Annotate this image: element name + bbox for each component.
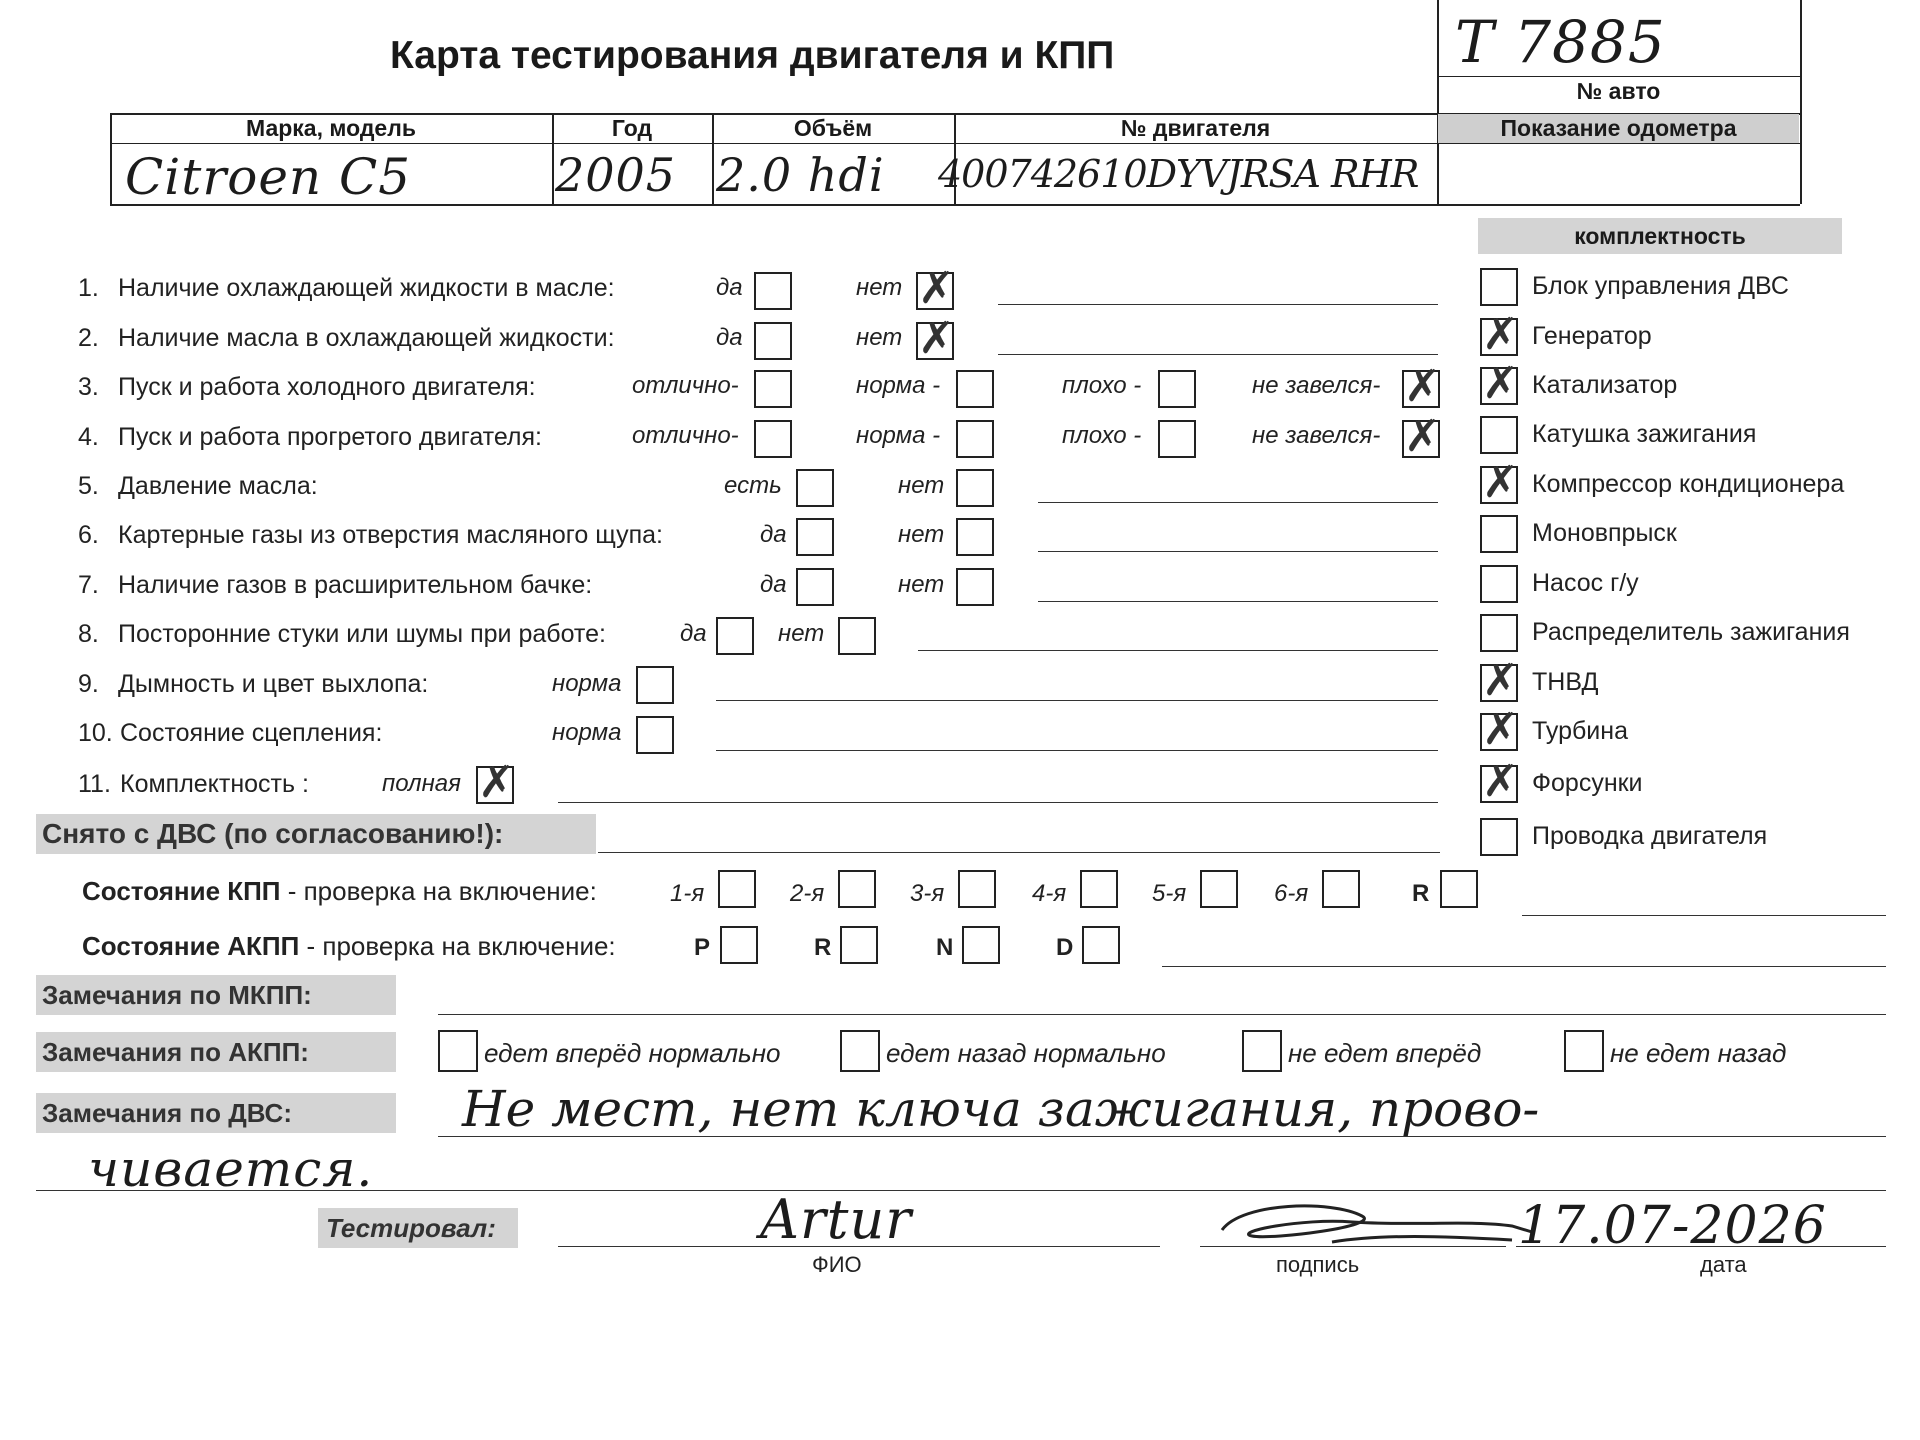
q1-net-checkbox[interactable] bbox=[916, 263, 955, 314]
q11-comment-line bbox=[558, 802, 1438, 803]
col-header-year: Год bbox=[611, 115, 653, 141]
komplekt-label-8: ТНВД bbox=[1532, 668, 1599, 696]
akpp-remark-checkbox-2[interactable] bbox=[1242, 1030, 1282, 1072]
page-title: Карта тестирования двигателя и КПП bbox=[390, 34, 1115, 77]
q11-full-checkbox[interactable] bbox=[476, 757, 515, 808]
checkbox-mark: ✗ bbox=[918, 313, 955, 364]
question-number-9: 9. bbox=[78, 670, 99, 698]
komplekt-checkbox-9[interactable] bbox=[1480, 704, 1519, 755]
komplekt-label-6: Насос г/у bbox=[1532, 569, 1639, 597]
q10-normal-label: норма bbox=[552, 719, 622, 746]
question-number-8: 8. bbox=[78, 620, 99, 648]
remarks-dvs-text-1[interactable]: Не мест, нет ключа зажигания, прово- bbox=[462, 1080, 1540, 1138]
q1-net-label: нет bbox=[856, 274, 903, 301]
q2-net-checkbox[interactable] bbox=[916, 313, 955, 364]
remarks-dvs-label: Замечания по ДВС: bbox=[36, 1093, 396, 1133]
kpp-gear-label-6: R bbox=[1412, 880, 1430, 907]
akpp-mode-checkbox-1[interactable] bbox=[840, 926, 878, 964]
q2-net-label: нет bbox=[856, 324, 903, 351]
komplekt-label-10: Форсунки bbox=[1532, 769, 1643, 797]
cell-model[interactable]: Citroen C5 bbox=[125, 148, 412, 206]
car-number-value[interactable]: Т 7885 bbox=[1455, 8, 1666, 76]
kpp-gear-label-2: 3-я bbox=[910, 880, 945, 907]
q4-excellent-label: отлично- bbox=[632, 422, 739, 449]
q5-comment-line bbox=[1038, 502, 1438, 503]
question-label-2: Наличие масла в охлаждающей жидкости: bbox=[118, 324, 615, 352]
akpp-mode-checkbox-0[interactable] bbox=[720, 926, 758, 964]
q3-normal-label: норма - bbox=[856, 372, 941, 399]
akpp-label: Состояние АКПП - проверка на включение: bbox=[82, 931, 616, 961]
question-number-11: 11. bbox=[78, 770, 111, 798]
akpp-mode-label-2: N bbox=[936, 934, 954, 961]
tested-date-caption: дата bbox=[1700, 1252, 1747, 1277]
q4-bad-label: плохо - bbox=[1062, 422, 1142, 449]
komplekt-checkbox-3[interactable] bbox=[1480, 416, 1518, 454]
q7-yes-checkbox[interactable] bbox=[796, 568, 834, 606]
cell-year[interactable]: 2005 bbox=[555, 148, 677, 202]
q7-yes-label: да bbox=[760, 571, 787, 598]
akpp-remark-label-2: не едет вперёд bbox=[1288, 1038, 1482, 1068]
col-header-model: Марка, модель bbox=[246, 115, 416, 141]
question-label-1: Наличие охлаждающей жидкости в масле: bbox=[118, 274, 615, 302]
q4-excellent-checkbox[interactable] bbox=[754, 420, 792, 458]
cell-volume[interactable]: 2.0 hdi bbox=[716, 148, 885, 202]
kpp-gear-checkbox-6[interactable] bbox=[1440, 870, 1478, 908]
kpp-gear-label-0: 1-я bbox=[670, 880, 705, 907]
question-number-7: 7. bbox=[78, 571, 99, 599]
remarks-mkpp-line bbox=[438, 1014, 1886, 1015]
komplekt-checkbox-5[interactable] bbox=[1480, 515, 1518, 553]
tested-fio-caption: ФИО bbox=[812, 1252, 862, 1277]
q8-no-checkbox[interactable] bbox=[838, 617, 876, 655]
question-label-8: Посторонние стуки или шумы при работе: bbox=[118, 620, 606, 648]
komplekt-label-4: Компрессор кондиционера bbox=[1532, 470, 1845, 498]
q6-comment-line bbox=[1038, 551, 1438, 552]
question-label-4: Пуск и работа прогретого двигателя: bbox=[118, 423, 542, 451]
col-header-engine-no: № двигателя bbox=[1120, 115, 1271, 141]
q8-comment-line bbox=[918, 650, 1438, 651]
q9-normal-label: норма bbox=[552, 670, 622, 697]
kpp-gear-checkbox-0[interactable] bbox=[718, 870, 756, 908]
q3-excellent-label: отлично- bbox=[632, 372, 739, 399]
q3-bad-label: плохо - bbox=[1062, 372, 1142, 399]
komplekt-label-2: Катализатор bbox=[1532, 371, 1678, 399]
akpp-mode-checkbox-3[interactable] bbox=[1082, 926, 1120, 964]
komplekt-checkbox-0[interactable] bbox=[1480, 268, 1518, 306]
cell-engine-no[interactable]: 400742610DYVJRSA RHR bbox=[938, 152, 1419, 196]
kpp-gear-checkbox-4[interactable] bbox=[1200, 870, 1238, 908]
komplekt-label-7: Распределитель зажигания bbox=[1532, 618, 1850, 646]
q4-not-started-label: не завелся- bbox=[1252, 422, 1381, 449]
q9-normal-checkbox[interactable] bbox=[636, 666, 674, 704]
q3-excellent-checkbox[interactable] bbox=[754, 370, 792, 408]
akpp-remark-label-3: не едет назад bbox=[1610, 1038, 1787, 1068]
q8-no-label: нет bbox=[778, 620, 825, 647]
removed-from-engine-line bbox=[598, 852, 1440, 853]
q9-comment-line bbox=[716, 700, 1438, 701]
akpp-mode-label-3: D bbox=[1056, 934, 1074, 961]
q5-yes-checkbox[interactable] bbox=[796, 469, 834, 507]
tested-signature[interactable] bbox=[1212, 1192, 1542, 1262]
kpp-gear-label-1: 2-я bbox=[790, 880, 825, 907]
kpp-gear-label-5: 6-я bbox=[1274, 880, 1309, 907]
checkbox-mark: ✗ bbox=[918, 263, 955, 314]
question-number-3: 3. bbox=[78, 373, 99, 401]
q11-full-label: полная bbox=[382, 770, 461, 797]
question-number-4: 4. bbox=[78, 423, 99, 451]
car-number-underline bbox=[1437, 76, 1800, 77]
q7-no-checkbox[interactable] bbox=[956, 568, 994, 606]
checkbox-mark: ✗ bbox=[1482, 358, 1519, 409]
akpp-mode-label-0: P bbox=[694, 934, 711, 961]
q1-da-label: да bbox=[716, 274, 743, 301]
komplekt-checkbox-8[interactable] bbox=[1480, 655, 1519, 706]
question-label-11: Комплектность : bbox=[120, 770, 309, 798]
q1-da-checkbox[interactable] bbox=[754, 272, 792, 310]
q4-normal-checkbox[interactable] bbox=[956, 420, 994, 458]
q3-not-started-checkbox[interactable] bbox=[1402, 361, 1441, 412]
tested-date-value[interactable]: 17.07-2026 bbox=[1518, 1196, 1827, 1256]
tested-date-line bbox=[1516, 1246, 1886, 1247]
remarks-akpp-label: Замечания по АКПП: bbox=[36, 1032, 396, 1072]
q10-comment-line bbox=[716, 750, 1438, 751]
komplekt-label-3: Катушка зажигания bbox=[1532, 420, 1757, 448]
question-number-2: 2. bbox=[78, 324, 99, 352]
q8-yes-label: да bbox=[680, 620, 707, 647]
question-number-10: 10. bbox=[78, 719, 113, 747]
komplekt-title: комплектность bbox=[1478, 218, 1842, 254]
akpp-mode-checkbox-2[interactable] bbox=[962, 926, 1000, 964]
remarks-dvs-line-1 bbox=[438, 1136, 1886, 1137]
q10-normal-checkbox[interactable] bbox=[636, 716, 674, 754]
komplekt-label-5: Моновпрыск bbox=[1532, 519, 1677, 547]
remarks-dvs-line-2 bbox=[36, 1190, 1886, 1191]
car-number-box-right bbox=[1800, 0, 1802, 113]
col-header-volume: Объём bbox=[793, 115, 873, 141]
q4-normal-label: норма - bbox=[856, 422, 941, 449]
q6-yes-label: да bbox=[760, 521, 787, 548]
kpp-gear-checkbox-2[interactable] bbox=[958, 870, 996, 908]
komplekt-checkbox-10[interactable] bbox=[1480, 756, 1519, 807]
question-label-7: Наличие газов в расширительном бачке: bbox=[118, 571, 593, 599]
removed-from-engine-label: Снято с ДВС (по согласованию!): bbox=[36, 814, 596, 854]
kpp-gear-label-4: 5-я bbox=[1152, 880, 1187, 907]
tested-sign-caption: подпись bbox=[1276, 1252, 1360, 1277]
kpp-gear-label-3: 4-я bbox=[1032, 880, 1067, 907]
q2-comment-line bbox=[998, 354, 1438, 355]
komplekt-checkbox-11[interactable] bbox=[1480, 818, 1518, 856]
q6-no-checkbox[interactable] bbox=[956, 518, 994, 556]
komplekt-checkbox-1[interactable] bbox=[1480, 309, 1519, 360]
tested-sign-line bbox=[1200, 1246, 1506, 1247]
q4-bad-checkbox[interactable] bbox=[1158, 420, 1196, 458]
komplekt-label-0: Блок управления ДВС bbox=[1532, 272, 1789, 300]
checkbox-mark: ✗ bbox=[478, 757, 515, 808]
komplekt-label-1: Генератор bbox=[1532, 322, 1652, 350]
akpp-remark-checkbox-1[interactable] bbox=[840, 1030, 880, 1072]
akpp-line bbox=[1162, 966, 1886, 967]
akpp-remark-checkbox-3[interactable] bbox=[1564, 1030, 1604, 1072]
checkbox-mark: ✗ bbox=[1482, 309, 1519, 360]
car-number-label: № авто bbox=[1576, 78, 1661, 104]
q4-not-started-checkbox[interactable] bbox=[1402, 411, 1441, 462]
q6-yes-checkbox[interactable] bbox=[796, 518, 834, 556]
komplekt-label-9: Турбина bbox=[1532, 717, 1628, 745]
komplekt-checkbox-7[interactable] bbox=[1480, 614, 1518, 652]
checkbox-mark: ✗ bbox=[1404, 361, 1441, 412]
q8-yes-checkbox[interactable] bbox=[716, 617, 754, 655]
checkbox-mark: ✗ bbox=[1482, 655, 1519, 706]
q5-yes-label: есть bbox=[724, 472, 782, 499]
kpp-line bbox=[1522, 915, 1886, 916]
question-label-6: Картерные газы из отверстия масляного щупа: bbox=[118, 521, 663, 549]
q5-no-label: нет bbox=[898, 472, 945, 499]
q5-no-checkbox[interactable] bbox=[956, 469, 994, 507]
komplekt-checkbox-4[interactable] bbox=[1480, 457, 1519, 508]
q1-comment-line bbox=[998, 304, 1438, 305]
question-number-1: 1. bbox=[78, 274, 99, 302]
col-header-odometer: Показание одометра bbox=[1500, 115, 1737, 141]
tested-fio-line bbox=[558, 1246, 1160, 1247]
kpp-gear-checkbox-5[interactable] bbox=[1322, 870, 1360, 908]
q7-comment-line bbox=[1038, 601, 1438, 602]
checkbox-mark: ✗ bbox=[1404, 411, 1441, 462]
question-label-3: Пуск и работа холодного двигателя: bbox=[118, 373, 536, 401]
kpp-gear-checkbox-1[interactable] bbox=[838, 870, 876, 908]
komplekt-checkbox-6[interactable] bbox=[1480, 565, 1518, 603]
checkbox-mark: ✗ bbox=[1482, 457, 1519, 508]
komplekt-label-11: Проводка двигателя bbox=[1532, 822, 1768, 850]
akpp-remark-label-0: едет вперёд нормально bbox=[484, 1038, 781, 1068]
question-label-9: Дымность и цвет выхлопа: bbox=[118, 670, 429, 698]
tested-label: Тестировал: bbox=[318, 1208, 518, 1248]
q6-no-label: нет bbox=[898, 521, 945, 548]
q2-da-checkbox[interactable] bbox=[754, 322, 792, 360]
kpp-label: Состояние КПП - проверка на включение: bbox=[82, 876, 597, 906]
q3-bad-checkbox[interactable] bbox=[1158, 370, 1196, 408]
remarks-mkpp-label: Замечания по МКПП: bbox=[36, 975, 396, 1015]
akpp-remark-checkbox-0[interactable] bbox=[438, 1030, 478, 1072]
question-number-6: 6. bbox=[78, 521, 99, 549]
question-number-5: 5. bbox=[78, 472, 99, 500]
akpp-remark-label-1: едет назад нормально bbox=[886, 1038, 1166, 1068]
kpp-gear-checkbox-3[interactable] bbox=[1080, 870, 1118, 908]
q7-no-label: нет bbox=[898, 571, 945, 598]
tested-fio-value[interactable]: Artur bbox=[760, 1188, 913, 1251]
akpp-mode-label-1: R bbox=[814, 934, 832, 961]
remarks-dvs-text-2[interactable]: чивается. bbox=[88, 1140, 374, 1198]
checkbox-mark: ✗ bbox=[1482, 704, 1519, 755]
question-label-5: Давление масла: bbox=[118, 472, 318, 500]
question-label-10: Состояние сцепления: bbox=[120, 719, 383, 747]
checkbox-mark: ✗ bbox=[1482, 756, 1519, 807]
q2-da-label: да bbox=[716, 324, 743, 351]
q3-not-started-label: не завелся- bbox=[1252, 372, 1381, 399]
q3-normal-checkbox[interactable] bbox=[956, 370, 994, 408]
komplekt-checkbox-2[interactable] bbox=[1480, 358, 1519, 409]
